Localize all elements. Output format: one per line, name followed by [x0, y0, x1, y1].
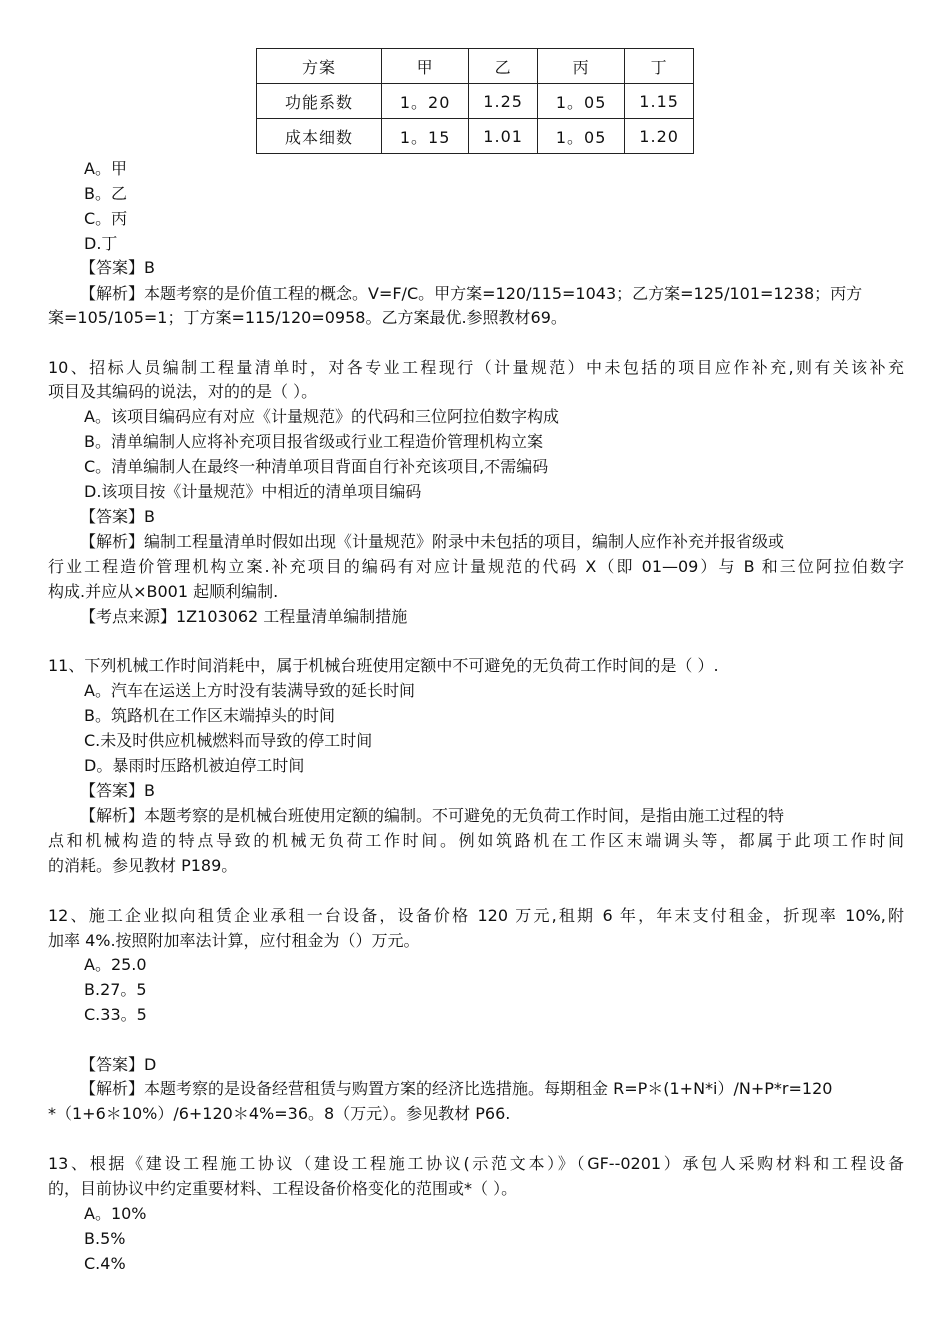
q12-option-b: B.27。5: [84, 980, 147, 999]
table-cell: 1。15: [382, 119, 469, 154]
table-cell: 1。05: [537, 84, 624, 119]
table-cell: 1.20: [625, 119, 694, 154]
q12-analysis-line: *（1+6＊10%）/6+120＊4%=36。8（万元）。参见教材 P66.: [48, 1104, 511, 1123]
table-cell: 成本细数: [257, 119, 382, 154]
q10-option-c: C。清单编制人在最终一种清单项目背面自行补充该项目,不需编码: [84, 457, 549, 476]
q10-option-b: B。清单编制人应将补充项目报省级或行业工程造价管理机构立案: [84, 432, 543, 451]
q10-answer: 【答案】B: [80, 507, 155, 526]
q11-stem-line: 11、下列机械工作时间消耗中，属于机械台班使用定额中不可避免的无负荷工作时间的是（ ）.: [48, 656, 719, 675]
q11-option-d: D。暴雨时压路机被迫停工时间: [84, 756, 305, 775]
q13-option-b: B.5%: [84, 1229, 126, 1248]
q10-analysis-line: 构成.并应从×B001 起顺利编制.: [48, 582, 279, 601]
q10-source: 【考点来源】1Z103062 工程量清单编制措施: [80, 607, 408, 626]
q11-option-c: C.未及时供应机械燃料而导致的停工时间: [84, 731, 373, 750]
q10-analysis-line: 行业工程造价管理机构立案.补充项目的编码有对应计量规范的代码 X（即 01—09）与 B 和三位阿拉伯数字: [48, 557, 904, 576]
q10-stem-line: 10、招标人员编制工程量清单时，对各专业工程现行（计量规范）中未包括的项目应作补充,则有关该补充: [48, 358, 904, 377]
table-header-row: [257, 49, 694, 84]
q9-option-a: A。甲: [84, 159, 127, 178]
table-header-cell: 丙: [537, 49, 624, 84]
table-cell: 1.15: [625, 84, 694, 119]
q13-stem-line: 的，目前协议中约定重要材料、工程设备价格变化的范围或*（ ）。: [48, 1179, 518, 1198]
q13-option-a: A。10%: [84, 1204, 147, 1223]
q10-option-a: A。该项目编码应有对应《计量规范》的代码和三位阿拉伯数字构成: [84, 407, 559, 426]
q13-stem-line: 13、根据《建设工程施工协议（建设工程施工协议(示范文本）》（GF--0201）承包人采购材料和工程设备: [48, 1154, 904, 1173]
table-row: [257, 84, 694, 119]
table-cell: 1。05: [537, 119, 624, 154]
q11-analysis-line: 点和机械构造的特点导致的机械无负荷工作时间。例如筑路机在工作区末端调头等，都属于此项工作时间: [48, 831, 904, 850]
q11-answer: 【答案】B: [80, 781, 155, 800]
q9-option-c: C。丙: [84, 209, 128, 228]
q13-option-c: C.4%: [84, 1254, 126, 1273]
table-cell: 功能系数: [257, 84, 382, 119]
table-cell: 1.01: [469, 119, 538, 154]
q9-option-b: B。乙: [84, 184, 127, 203]
q10-stem-line: 项目及其编码的说法，对的的是（ ）。: [48, 382, 318, 401]
q12-analysis-line: 【解析】本题考察的是设备经营租赁与购置方案的经济比选措施。每期租金 R=P＊(1+N*i）/N+P*r=120: [80, 1079, 833, 1098]
q12-stem-line: 加率 4%.按照附加率法计算，应付租金为（）万元。: [48, 931, 420, 950]
table-cell: 1.25: [469, 84, 538, 119]
table-row: [257, 119, 694, 154]
q12-stem-line: 12、施工企业拟向租赁企业承租一台设备，设备价格 120 万元,租期 6 年，年末支付租金，折现率 10%,附: [48, 906, 904, 925]
q9-answer: 【答案】B: [80, 258, 155, 277]
table-header-cell: 乙: [469, 49, 538, 84]
table-header-cell: 方案: [257, 49, 382, 84]
table-header-cell: 甲: [382, 49, 469, 84]
q9-analysis-line: 案=105/105=1；丁方案=115/120=0958。乙方案最优.参照教材69。: [48, 308, 567, 327]
q12-option-a: A。25.0: [84, 955, 147, 974]
q12-option-c: C.33。5: [84, 1005, 147, 1024]
q11-analysis-line: 的消耗。参见教材 P189。: [48, 856, 238, 875]
table-header-cell: 丁: [625, 49, 694, 84]
q12-answer: 【答案】D: [80, 1055, 157, 1074]
q10-analysis-line: 【解析】编制工程量清单时假如出现《计量规范》附录中未包括的项目，编制人应作补充并报省级或: [80, 532, 785, 551]
comparison-table: [256, 48, 694, 154]
table-cell: 1。20: [382, 84, 469, 119]
q9-analysis-line: 【解析】本题考察的是价值工程的概念。V=F/C。甲方案=120/115=1043；乙方案=125/101=1238；丙方: [80, 284, 863, 303]
q11-option-a: A。汽车在运送上方时没有装满导致的延长时间: [84, 681, 415, 700]
q11-option-b: B。筑路机在工作区末端掉头的时间: [84, 706, 335, 725]
q10-option-d: D.该项目按《计量规范》中相近的清单项目编码: [84, 482, 422, 501]
q9-option-d: D.丁: [84, 234, 118, 253]
q11-analysis-line: 【解析】本题考察的是机械台班使用定额的编制。不可避免的无负荷工作时间，是指由施工过程的特: [80, 806, 785, 825]
